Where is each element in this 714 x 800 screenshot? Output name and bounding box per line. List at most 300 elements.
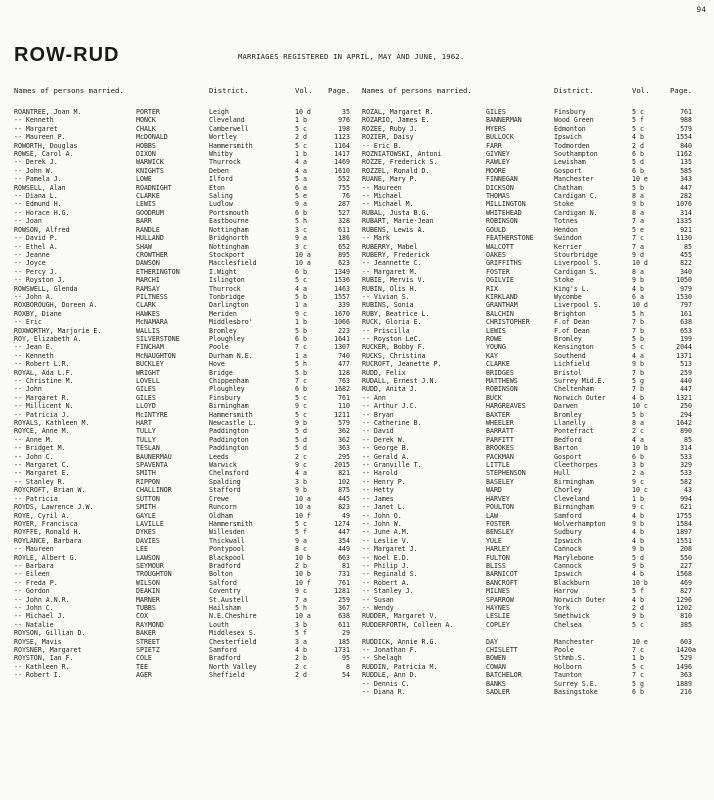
entry-row [362,125,706,133]
entry-vol: 7 c [295,343,307,352]
entry-spouse: DYKES [136,528,156,537]
entry-name: RUBY, Beatrice L. [362,309,430,318]
entry-name: RUDDERFORTH, Colleen A. [362,620,454,629]
entry-vol: 6 b [632,166,644,175]
entry-spouse: GILES [486,108,506,116]
entry-spouse: WARD [486,486,502,495]
entry-spouse: OAKES [486,250,506,259]
entry-row [14,167,350,175]
entry-row [14,621,350,629]
entry-page: 1897 [676,528,692,537]
entry-row [362,150,706,158]
entry-spouse: FULTON [486,553,510,562]
entry-suffix [692,486,706,494]
entry-row [14,184,350,192]
entry-vol [632,629,667,637]
entry-district: Coventry [209,587,241,596]
entry-district: Southampton [554,150,598,159]
entry-spouse: LEWIS [136,200,156,209]
entry-vol: 10 d [632,259,648,268]
entry-page: 85 [684,435,692,444]
entry-suffix [692,621,706,629]
entry-page: 621 [680,503,692,512]
entry-suffix [692,318,706,326]
entry-vol: 1 b [295,318,307,327]
entry-page: 533 [680,469,692,478]
entry-row [362,419,706,427]
entry-vol: 5 d [295,427,307,436]
entry-page: 979 [680,284,692,293]
entry-district: Thickwall [209,536,245,545]
entry-spouse: BANCROFT [486,578,518,587]
entry-district: Bradford [209,654,241,663]
entry-district: Thurrock [209,158,241,167]
entry-spouse: RANDLE [136,225,160,234]
entry-vol: 10 b [295,553,311,562]
entry-spouse: SUTTON [136,494,160,503]
entry-spouse: ROBINSON [486,217,518,226]
entry-name: ROYLANCE, Barbara [14,536,82,545]
entry-name: -- Margaret M. [362,267,418,276]
entry-spouse: LLOYD [136,402,156,411]
entry-name: -- Michael M. [362,200,414,209]
entry-district: Middlesex S. [209,629,257,638]
entry-name: -- Gerald A. [362,452,410,461]
entry-district: Liverpool S. [554,259,602,268]
entry-name: ROANTREE, Joan M. [14,108,82,116]
entry-district: Swindon [554,234,582,243]
entry-district: Cardigan C. [554,192,598,201]
entry-row [14,209,350,217]
entry-suffix [692,285,706,293]
entry-suffix [692,116,706,124]
entry-vol: 6 a [632,292,644,301]
entry-vol: 1 b [295,150,307,159]
entry-page: 1641 [334,334,350,343]
entry-vol: 9 c [295,309,307,318]
entry-row [362,528,706,536]
entry-page: 294 [680,410,692,419]
entry-page: 1731 [334,646,350,654]
entry-vol: 5 b [632,183,644,192]
entry-spouse: GRIFFITHS [486,259,522,268]
entry-page: 1536 [334,276,350,285]
entry-suffix [692,192,706,200]
entry-row [362,301,706,309]
entry-spouse: HULLAND [136,234,164,243]
entry-row [362,638,706,646]
entry-spouse: YOUNG [486,343,506,352]
entry-suffix [692,125,706,133]
entry-vol: 8 a [632,267,644,276]
entry-spouse: BROOKES [486,444,514,453]
entry-row [362,537,706,545]
entry-page: 449 [338,545,350,554]
entry-name: ROXBOROUGH, Doreen A. [14,301,98,310]
entry-vol: 2 d [632,141,644,150]
entry-district: North Valley [209,662,257,671]
entry-suffix [692,478,706,486]
entry-district: Harrow [554,587,578,596]
entry-vol: 4 a [295,166,307,175]
entry-suffix [692,545,706,553]
entry-district: Basingstoke [554,688,598,697]
entry-vol: 6 b [295,208,307,217]
entry-district: Totnes [554,217,578,226]
entry-suffix [692,209,706,217]
entry-spouse: FEATHERSTONE [486,234,534,243]
entry-vol: 1 b [295,116,307,125]
entry-district: Bridge [209,368,233,377]
entry-spouse: LOWE [136,175,152,184]
entry-spouse: THOMAS [486,192,510,201]
entry-spouse: GOULD [486,225,506,234]
entry-row [14,217,350,225]
entry-name: -- John W. [14,166,54,175]
entry-spouse: ROADNIGHT [136,183,172,192]
entry-name: -- James [362,494,394,503]
entry-page: 81 [342,561,350,570]
entry-vol: 9 b [632,612,644,621]
entry-spouse: LAVILLE [136,519,164,528]
entry-page: 314 [680,444,692,453]
entry-district: Bradford [209,561,241,570]
entry-row [14,604,350,612]
entry-district: Paddington [209,435,249,444]
entry-vol: 9 b [632,200,644,209]
entry-spouse: SPARROW [486,595,514,604]
entry-row [14,545,350,553]
entry-name: ROZNIATOWSKI, Antoni [362,150,442,159]
entry-suffix [692,377,706,385]
entry-page: 1469 [334,158,350,167]
entry-district: Barton [554,444,578,453]
entry-spouse: MONCK [136,116,156,125]
entry-district: Meriden [209,309,237,318]
entry-name: ROZZE, Frederick S. [362,158,438,167]
entry-name: -- Vivian S. [362,292,410,301]
entry-vol: 9 d [632,250,644,259]
entry-name: ROXBY, Diane [14,309,62,318]
entry-name: -- Margaret E. [14,469,70,478]
entry-district: Ipswich [554,570,582,579]
entry-vol: 4 a [632,351,644,360]
entry-district: Ilford [209,175,233,184]
entry-suffix [692,226,706,234]
entry-name: -- Robert I. [14,671,62,680]
entry-district: Hendon [554,225,578,234]
entry-vol: 6 a [295,183,307,192]
entry-district: Cannock [554,561,582,570]
entry-page: 135 [680,158,692,167]
entry-page: 2044 [676,343,692,352]
entry-page: 976 [338,116,350,125]
entry-row [14,469,350,477]
entry-name: RUBINS, Sonia [362,301,414,310]
entry-vol: 7 c [632,671,644,680]
entry-vol: 5 b [295,292,307,301]
entry-district: Birmingham [209,402,249,411]
entry-district: Bolton [209,570,233,579]
entry-name: ROWORTH, Douglas [14,141,78,150]
entry-district: King's L. [554,284,590,293]
entry-page: 35 [342,108,350,116]
entry-vol: 10 a [295,494,311,503]
entry-name: ROYE, Cyril A. [14,511,70,520]
entry-spouse: GAYLE [136,511,156,520]
entry-name: -- Stanley J. [362,587,414,596]
entry-page: 552 [338,175,350,184]
entry-row [362,596,706,604]
entry-spouse: BAKER [136,629,156,638]
entry-district: Manchester [554,637,594,646]
entry-district: Stourbridge [554,250,598,259]
entry-vol: 5 c [295,141,307,150]
entry-spouse: BASELEY [486,477,514,486]
entry-spouse: CHRISTOPHER [486,318,530,327]
entry-suffix [692,251,706,259]
entry-page: 208 [680,545,692,554]
entry-suffix [692,537,706,545]
entry-row [14,259,350,267]
entry-row [14,554,350,562]
entry-name: -- John C. [14,603,54,612]
entry-page: 385 [680,620,692,629]
entry-name: RUDDIN, Patricia M. [362,662,438,671]
entry-row [14,343,350,351]
entry-vol: 10 b [632,578,648,587]
entry-spouse: BAUNERMAU [136,452,172,461]
entry-vol: 1 a [295,351,307,360]
entry-vol: 4 a [295,284,307,293]
entry-name: ROYER, Francisca [14,519,78,528]
entry-district: Chippenham [209,377,249,385]
entry-suffix [692,688,706,696]
entry-spouse: WHEELER [486,419,514,428]
entry-row [362,268,706,276]
entry-district [554,629,632,637]
entry-district: Manchester [554,175,594,184]
entry-page: 890 [680,427,692,436]
entry-name: -- Jonathan F. [362,646,418,654]
entry-name: -- Freda P. [14,578,58,587]
entry-vol: 5 c [295,124,307,133]
entry-name: -- Joyce [14,259,46,268]
entry-suffix [692,276,706,284]
entry-page: 994 [680,494,692,503]
entry-page: 329 [680,461,692,470]
entry-vol: 7 b [632,368,644,377]
entry-name: ROWSWELL, Glenda [14,284,78,293]
entry-spouse: MARNER [136,595,160,604]
entry-vol: 10 e [632,175,648,184]
entry-suffix [692,217,706,225]
entry-vol: 7 b [632,318,644,327]
entry-row [362,217,706,225]
entry-suffix [692,343,706,351]
entry-vol: 10 c [632,486,648,495]
entry-vol: 4 b [632,511,644,520]
entry-spouse: KNIGHTS [136,166,164,175]
entry-suffix [692,461,706,469]
left-column-header [14,84,350,98]
entry-district: F.of Dean [554,318,590,327]
entry-row [362,352,706,360]
entry-row [362,108,706,116]
entry-page: 469 [680,578,692,587]
entry-name: -- Royston LeC. [362,334,422,343]
entry-vol: 4 b [632,284,644,293]
entry-page: 216 [680,688,692,697]
entry-page: 1463 [334,284,350,293]
entry-row [362,234,706,242]
entry-vol: 9 a [295,234,307,243]
entry-district: Willesden [209,528,245,537]
entry-vol: 9 b [632,360,644,369]
header-page: Page. [670,86,692,95]
entry-page: 128 [338,368,350,377]
entry-page: 340 [680,267,692,276]
entry-name: ROWSELL, Alan [14,183,66,192]
entry-spouse: HARVEY [486,494,510,503]
entry-page: 1889 [676,679,692,688]
entry-row [14,411,350,419]
entry-district: Blackpool [209,553,245,562]
entry-vol: 7 c [632,234,644,243]
entry-name: -- Diana L. [14,192,58,201]
entry-row [362,360,706,368]
entry-vol: 2 c [295,452,307,461]
entry-spouse: LESLIE [486,612,510,621]
entry-row [14,646,350,654]
entry-spouse: HARGREAVES [486,402,526,411]
entry-spouse: KIRKLAND [486,292,518,301]
entry-page: 1554 [676,133,692,142]
entry-page: 533 [680,452,692,461]
entry-vol: 5 b [295,368,307,377]
entry-page: 797 [680,301,692,310]
entry-name: -- John A.N.R. [14,595,70,604]
entry-row [362,318,706,326]
entry-vol: 5 d [295,435,307,444]
entry-page: 1335 [676,217,692,226]
entry-row [362,200,706,208]
entry-page: 513 [680,360,692,369]
entry-district: Poole [554,646,574,654]
entry-spouse: YULE [486,536,502,545]
entry-name: ROYALS, Kathleen M. [14,419,90,428]
entry-spouse: McNAUGHTON [136,351,176,360]
entry-name: -- Eric B. [362,141,402,150]
entry-suffix [692,243,706,251]
entry-name: -- Margaret [14,124,58,133]
entry-name: -- Leslie V. [362,536,410,545]
entry-vol: 2 d [632,603,644,612]
entry-page: 363 [680,671,692,680]
entry-vol: 9 c [632,477,644,486]
entry-row [14,663,350,671]
entry-row [362,411,706,419]
entry-row [362,512,706,520]
entry-vol: 8 a [632,192,644,201]
entry-row [362,646,706,654]
entry-name: -- Derek W. [362,435,406,444]
entry-name: RUBAL, Justa B.G. [362,208,430,217]
entry-vol: 6 b [295,267,307,276]
entry-spouse: McINTYRE [136,410,168,419]
entry-suffix [692,579,706,587]
entry-vol: 8 c [295,545,307,554]
entry-spouse: GILES [136,393,156,402]
entry-row [14,629,350,637]
entry-district: Hull [554,469,570,478]
entry-name: -- John [14,385,42,394]
entry-row [362,184,706,192]
entry-spouse: HAWKES [136,309,160,318]
entry-row [362,385,706,393]
entry-vol: 8 a [632,419,644,428]
entry-vol: 5 f [295,629,307,638]
entry-name: -- Anne M. [14,435,54,444]
entry-vol: 10 a [295,259,311,268]
entry-district: Hammersmith [209,141,253,150]
entry-suffix [692,411,706,419]
entry-page: 1211 [334,410,350,419]
entry-row [14,579,350,587]
entry-vol: 9 c [295,402,307,411]
entry-district: Cannock [554,545,582,554]
entry-spouse: BAXTER [486,410,510,419]
entry-row [14,427,350,435]
entry-spouse: CHISLETT [486,646,518,654]
entry-spouse: McDONALD [136,133,168,142]
entry-page: 1371 [676,351,692,360]
entry-name: -- Maureen [362,183,402,192]
entry-row [362,629,706,637]
entry-page: 731 [338,570,350,579]
entry-name: RUBIN, Olis H. [362,284,418,293]
entry-vol: 5 h [295,603,307,612]
entry-page: 895 [338,250,350,259]
entry-name: -- Horace H.G. [14,208,70,217]
entry-name: -- Patricia [14,494,58,503]
header-names: Names of persons married. [14,86,124,95]
entry-spouse: TULLY [136,435,156,444]
entry-district: Macclesfield [209,259,257,268]
entry-district: Leeds [209,452,229,461]
entry-district: Chatham [554,183,582,192]
entry-page: 1349 [334,267,350,276]
entry-spouse: BUCK [486,393,502,402]
entry-suffix [692,327,706,335]
entry-name: RUBERY, Frederick [362,250,430,259]
entry-name: ROYDS, Lawrence J.W. [14,503,94,512]
right-column [362,84,706,696]
entry-row [362,243,706,251]
entry-row [362,503,706,511]
entry-suffix [692,512,706,520]
entry-page: 1530 [676,292,692,301]
entry-vol: 5 c [295,410,307,419]
entry-page: 652 [338,242,350,251]
entry-name: -- John C. [14,452,54,461]
entry-vol: 5 b [632,410,644,419]
entry-page: 623 [338,259,350,268]
entry-name: RUCROFT, Jeanette P. [362,360,442,369]
entry-row [14,226,350,234]
entry-page: 761 [338,393,350,402]
entry-vol: 5 c [295,393,307,402]
